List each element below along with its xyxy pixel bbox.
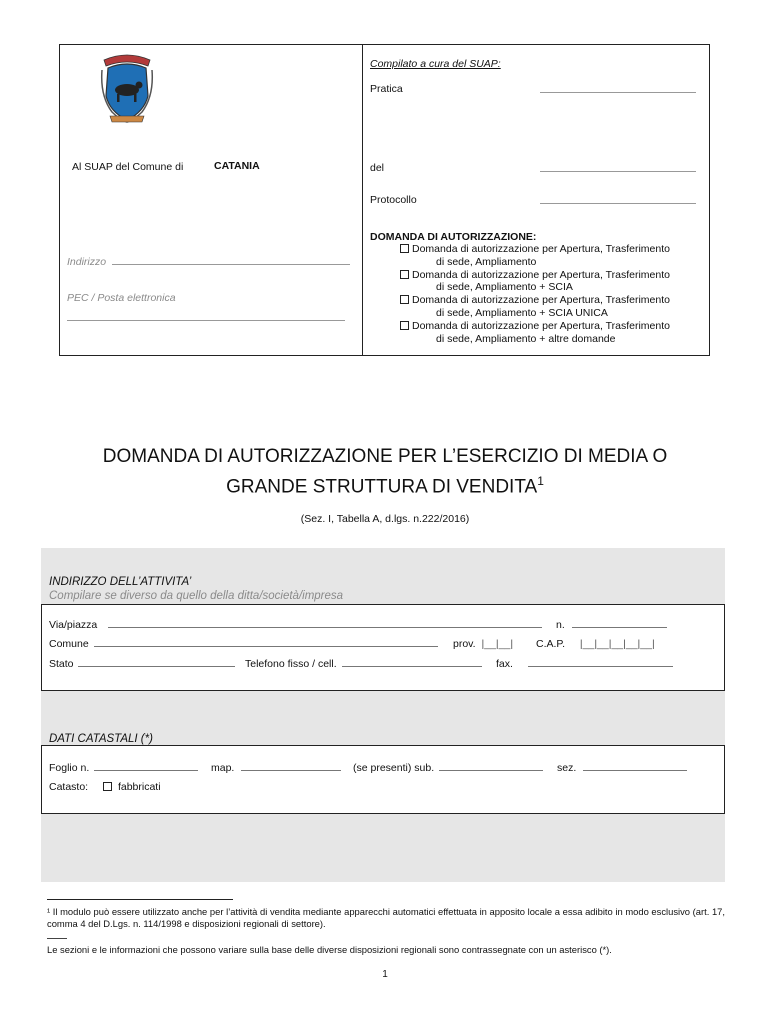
suap-title: Compilato a cura del SUAP: [370,58,501,70]
option-3[interactable]: Domanda di autorizzazione per Apertura, Trasferimento [400,294,670,307]
foglio-field[interactable] [94,770,198,771]
page-subtitle: (Sez. I, Tabella A, d.lgs. n.222/2016) [300,513,470,525]
domanda-title: DOMANDA DI AUTORIZZAZIONE: [370,231,537,243]
telefono-field[interactable] [342,666,482,667]
fabbricati-checkbox-icon[interactable] [103,782,112,791]
indirizzo-heading: INDIRIZZO DELL’ATTIVITA’ [49,576,192,588]
del-label: del [370,162,385,174]
cap-field[interactable]: |__|__|__|__|__| [579,638,655,650]
comune-field[interactable] [94,646,438,647]
via-row: Via/piazza [49,619,542,631]
catastali-heading: DATI CATASTALI (*) [49,733,153,745]
indirizzo-label: Indirizzo [67,256,350,268]
domanda-options [400,243,670,345]
checkbox-icon[interactable] [400,244,409,253]
stato-field[interactable] [78,666,235,667]
sub-row: (se presenti) sub. [353,762,543,774]
foglio-row: Foglio n. [49,762,198,774]
al-suap-label: Al SUAP del Comune di [72,161,184,173]
pec-field[interactable] [67,320,345,321]
comune-value: CATANIA [214,160,260,172]
option-4[interactable]: Domanda di autorizzazione per Apertura, Trasferimento [400,320,670,333]
map-field[interactable] [241,770,341,771]
via-field[interactable] [108,627,542,628]
indirizzo-subheading: Compilare se diverso da quello della ditta/società/impresa [49,590,344,602]
sub-field[interactable] [439,770,543,771]
fax-row: fax. [496,658,673,670]
prov-row: prov. |__|__| [453,638,514,650]
stato-row: Stato [49,658,235,670]
comune-row: Comune [49,638,438,650]
catasto-row: Catasto: fabbricati [49,781,161,793]
map-row: map. [211,762,341,774]
pec-label: PEC / Posta elettronica [67,292,176,304]
fax-field[interactable] [528,666,673,667]
option-1-line2: di sede, Ampliamento [436,255,537,268]
option-2[interactable]: Domanda di autorizzazione per Apertura, Trasferimento [400,269,670,282]
sez-row: sez. [557,762,687,774]
telefono-row: Telefono fisso / cell. [245,658,482,670]
checkbox-icon[interactable] [400,295,409,304]
page-number: 1 [382,969,388,980]
checkbox-icon[interactable] [400,270,409,279]
cap-row: C.A.P. |__|__|__|__|__| [536,638,655,650]
option-2-line2: di sede, Ampliamento + SCIA [436,281,573,294]
footnote-2-rule [47,938,67,939]
coat-of-arms-icon [98,50,156,126]
pratica-label: Pratica [370,83,403,95]
option-3-line2: di sede, Ampliamento + SCIA UNICA [436,306,608,319]
prov-field[interactable]: |__|__| [481,638,514,650]
page-title-line2: GRANDE STRUTTURA DI VENDITA$^1$ [226,474,544,498]
footnote-1: ¹ Il modulo può essere utilizzato anche per l’attività di vendita mediante apparecchi automatici effettuata in apposito locale a essa adibito in modo esclusivo (art. 17, comma 4 del D.Lgs. n. 114/1998 e disposizioni regionali di settore). [47,906,725,930]
header-divider [362,44,363,356]
footnote-rule [47,899,233,900]
footnote-2: Le sezioni e le informazioni che possono variare sulla base delle diverse disposizioni regionali sono contrassegnate con un asterisco (*). [47,944,612,955]
option-4-line2: di sede, Ampliamento + altre domande [436,332,616,345]
sez-field[interactable] [583,770,687,771]
pratica-field[interactable] [540,92,696,93]
numero-field[interactable] [572,627,667,628]
page-title-line1: DOMANDA DI AUTORIZZAZIONE PER L’ESERCIZIO DI MEDIA O [102,446,668,467]
numero-row: n. [556,619,667,631]
catastali-box [41,745,725,814]
protocollo-field[interactable] [540,203,696,204]
checkbox-icon[interactable] [400,321,409,330]
protocollo-label: Protocollo [370,194,417,206]
option-1[interactable]: Domanda di autorizzazione per Apertura, Trasferimento [400,243,670,256]
del-field[interactable] [540,171,696,172]
